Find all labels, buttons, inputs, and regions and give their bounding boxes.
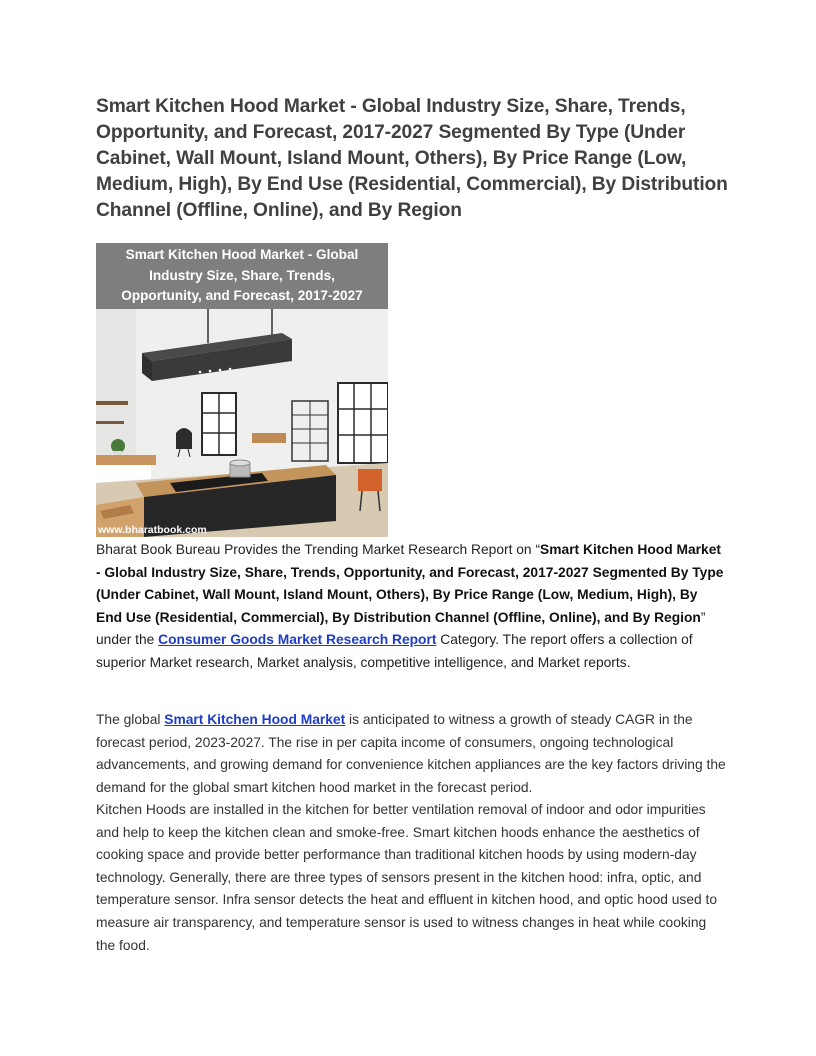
kitchen-hoods-description-paragraph: Kitchen Hoods are installed in the kitchen for better ventilation removal of indoor and odor impurities and help to keep the kitchen clean and smoke-free. Smart kitchen hoods enhance the aesthetics of cooking space and provide better performance than traditional kitchen hoods by using modern-day technology. Generally, there are three types of sensors present in the kitchen hood: infra, optic, and temperature sensor. Infra sensor detects the heat and effluent in kitchen hood, and optic hood used to measure air transparency, and temperature sensor is used to witness changes in heat while cooking the food. bbox=[96, 802, 718, 953]
intro-under-the: ” under the bbox=[96, 609, 706, 648]
overview-tail: is anticipated to witness a growth of steady CAGR in the forecast period, 2023-2027. The rise in per capita income of consumers, ongoing technological advancements, and growing demand for convenience kitchen appliances are the key factors driving the demand for the global smart kitchen hood market in the forecast period. bbox=[96, 712, 726, 795]
intro-report-name: Smart Kitchen Hood Market - Global Industry Size, Share, Trends, Opportunity, and Forecast, 2017-2027 Segmented By Type (Under Cabinet, Wall Mount, Island Mount, Others), By Price Range (Low, Medium, High), By End Use (Residential, Commercial), By Distribution Channel (Offline, Online), and By Region bbox=[96, 542, 724, 625]
kitchen-hood-image bbox=[96, 243, 388, 537]
intro-tail: Category. The report offers a collection of superior Market research, Market analysis, competitive intelligence, and Market reports. bbox=[96, 632, 693, 670]
intro-lead: Bharat Book Bureau Provides the Trending Market Research Report on “ bbox=[96, 542, 541, 557]
smart-kitchen-hood-market-link[interactable]: Smart Kitchen Hood Market bbox=[164, 712, 346, 727]
report-title: Smart Kitchen Hood Market - Global Industry Size, Share, Trends, Opportunity, and Forecast, 2017-2027 Segmented By Type (Under Cabinet, Wall Mount, Island Mount, Others), By Price Range (Low, Medium, High), By End Use (Residential, Commercial), By Distribution Channel (Offline, Online), and By Region bbox=[96, 96, 728, 221]
image-caption-line-2: Industry Size, Share, Trends, bbox=[149, 267, 335, 283]
image-caption-line-1: Smart Kitchen Hood Market - Global bbox=[125, 247, 359, 262]
overview-lead: The global bbox=[96, 712, 165, 727]
consumer-goods-category-link[interactable]: Consumer Goods Market Research Report bbox=[158, 632, 437, 648]
intro-paragraph bbox=[96, 539, 726, 675]
image-watermark: www.bharatbook.com bbox=[98, 524, 207, 536]
image-caption bbox=[96, 243, 388, 309]
market-overview-paragraph bbox=[96, 709, 726, 799]
image-caption-line-3: Opportunity, and Forecast, 2017-2027 bbox=[121, 288, 363, 303]
